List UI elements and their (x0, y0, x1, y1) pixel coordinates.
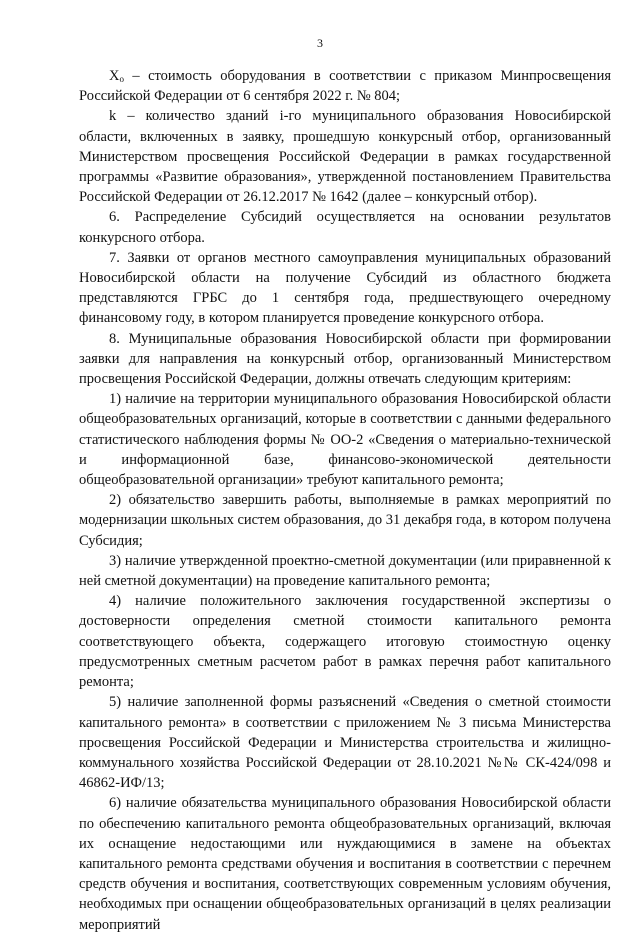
criterion-3: 3) наличие утвержденной проектно-сметной документации (или приравненной к ней сметной документации) на проведение капитального ремонта; (79, 552, 611, 590)
variable-x: Х (109, 68, 120, 84)
criterion-4: 4) наличие положительного заключения государственной экспертизы о достоверности определения сметной стоимости капитального ремонта соответствующего объекта, содержащего итоговую стоимостную оценку предусмотренных сметным расчетом работ в рамках перечня работ капитального ремонта; (79, 593, 611, 691)
paragraph-xo-definition (79, 66, 611, 106)
criterion-5: 5) наличие заполненной формы разъяснений «Сведения о сметной стоимости капитального ремонта» в соответствии с приложением № 3 письма Министерства просвещения Российской Федерации и Министерства строительства и жилищно-коммунального хозяйства Российской Федерации от 28.10.2021 №№ СК-424/098 и 46862-ИФ/13; (79, 694, 611, 792)
paragraph-7: 7. Заявки от органов местного самоуправления муниципальных образований Новосибирской области на получение Субсидий из областного бюджета представляются ГРБС до 1 сентября года, предшествующего очередному финансовому году, в котором планируется проведение конкурсного отбора. (79, 249, 611, 327)
paragraph-8: 8. Муниципальные образования Новосибирской области при формировании заявки для направления на конкурсный отбор, организованный Министерством просвещения Российской Федерации, должны отвечать следующим критериям: (79, 330, 611, 388)
paragraph-k-definition: k – количество зданий i-го муниципального образования Новосибирской области, включенных в заявку, прошедшую конкурсный отбор, организованный Министерством просвещения Российской Федерации в рамках государственной программы «Развитие образования», утвержденной постановлением Правительства Российской Федерации от 26.12.2017 № 1642 (далее – конкурсный отбор). (79, 108, 611, 206)
paragraph-6: 6. Распределение Субсидий осуществляется на основании результатов конкурсного отбора. (79, 209, 611, 246)
document-body (79, 66, 611, 935)
criterion-6: 6) наличие обязательства муниципального образования Новосибирской области по обеспечению капитального ремонта общеобразовательных организаций, включая их оснащение недостающими или нуждающимися в замене на объектах капитального ремонта средствами обучения и воспитания в соответствии с перечнем средств обучения и воспитания, соответствующих современным условиям обучения, необходимых при оснащении общеобразовательных организаций в целях реализации мероприятий (79, 795, 611, 933)
page-number: 3 (317, 36, 323, 50)
xo-definition-text: – стоимость оборудования в соответствии с приказом Минпросвещения Российской Федерации от 6 сентября 2022 г. № 804; (79, 68, 611, 105)
criterion-1: 1) наличие на территории муниципального образования Новосибирской области общеобразовательных организаций, которые в соответствии с данными федерального статистического наблюдения формы № ОО-2 «Сведения о материально-технической и информационной базе, финансово-экономической деятельности общеобразовательной организации» требуют капитального ремонта; (79, 391, 611, 489)
variable-subscript: о (119, 74, 124, 84)
criterion-2: 2) обязательство завершить работы, выполняемые в рамках мероприятий по модернизации школьных систем образования, до 31 декабря года, в котором получена Субсидия; (79, 492, 611, 549)
